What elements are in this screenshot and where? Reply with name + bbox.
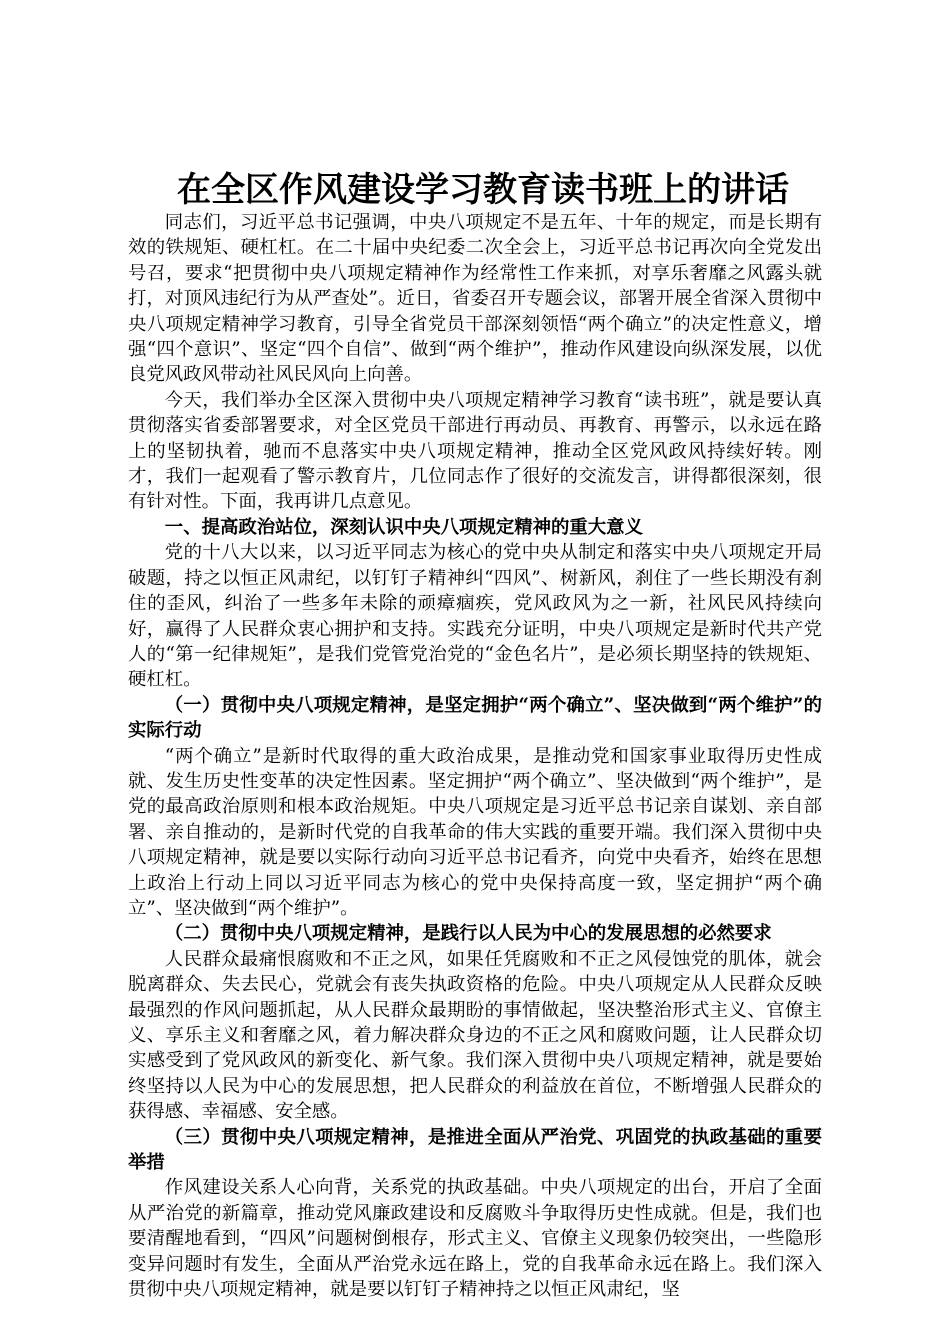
body-paragraph: 今天，我们举办全区深入贯彻中央八项规定精神学习教育“读书班”，就是要认真贯彻落实省委部署要求，对全区党员干部进行再动员、再教育、再警示，以永远在路上的坚韧执着，驰而不息落实中央八项规定精神，推动全区党风政风持续好转。刚才，我们一起观看了警示教育片，几位同志作了很好的交流发言，讲得都很深刻，很有针对性。下面，我再讲几点意见。 — [128, 389, 822, 513]
document-body — [128, 210, 822, 1302]
body-paragraph: 党的十八大以来，以习近平同志为核心的党中央从制定和落实中央八项规定开局破题，持之以恒正风肃纪，以钉钉子精神纠“四风”、树新风，刹住了一些长期没有刹住的歪风，纠治了一些多年未除的顽瘴痼疾，党风政风为之一新，社风民风持续向好，赢得了人民群众衷心拥护和支持。实践充分证明，中央八项规定是新时代共产党人的“第一纪律规矩”，是我们党管党治党的“金色名片”，是必须长期坚持的铁规矩、硬杠杠。 — [128, 542, 822, 691]
section-heading: 一、提高政治站位，深刻认识中央八项规定精神的重大意义 — [164, 516, 643, 538]
document-title: 在全区作风建设学习教育读书班上的讲话 — [177, 170, 789, 210]
body-paragraph: 同志们，习近平总书记强调，中央八项规定不是五年、十年的规定，而是长期有效的铁规矩、硬杠杠。在二十届中央纪委二次全会上，习近平总书记再次向全党发出号召，要求“把贯彻中央八项规定精神作为经常性工作来抓，对享乐奢靡之风露头就打，对顶风违纪行为从严查处”。近日，省委召开专题会议，部署开展全省深入贯彻中央八项规定精神学习教育，引导全省党员干部深刻领悟“两个确立”的决定性意义，增强“四个意识”、坚定“四个自信”、做到“两个维护”，推动作风建设向纵深发展，以优良党风政风带动社风民风向上向善。 — [128, 212, 822, 386]
body-paragraph: 作风建设关系人心向背，关系党的执政基础。中央八项规定的出台，开启了全面从严治党的新篇章，推动党风廉政建设和反腐败斗争取得历史性成就。但是，我们也要清醒地看到，“四风”问题树倒根存，形式主义、官僚主义现象仍较突出，一些隐形变异问题时有发生，全面从严治党永远在路上，党的自我革命永远在路上。我们深入贯彻中央八项规定精神，就是要以钉钉子精神持之以恒正风肃纪，坚 — [128, 1177, 822, 1301]
document-page — [128, 170, 822, 1302]
section-heading: （三）贯彻中央八项规定精神，是推进全面从严治党、巩固党的执政基础的重要举措 — [128, 1126, 822, 1174]
body-paragraph: “两个确立”是新时代取得的重大政治成果，是推动党和国家事业取得历史性成就、发生历史性变革的决定性因素。坚定拥护“两个确立”、坚决做到“两个维护”，是党的最高政治原则和根本政治规矩。中央八项规定是习近平总书记亲自谋划、亲自部署、亲自推动的，是新时代党的自我革命的伟大实践的重要开端。我们深入贯彻中央八项规定精神，就是要以实际行动向习近平总书记看齐，向党中央看齐，始终在思想上政治上行动上同以习近平同志为核心的党中央保持高度一致，坚定拥护“两个确立”、坚决做到“两个维护”。 — [128, 745, 822, 919]
body-paragraph: 人民群众最痛恨腐败和不正之风，如果任凭腐败和不正之风侵蚀党的肌体，就会脱离群众、失去民心，党就会有丧失执政资格的危险。中央八项规定从人民群众反映最强烈的作风问题抓起，从人民群众最期盼的事情做起，坚决整治形式主义、官僚主义、享乐主义和奢靡之风，着力解决群众身边的不正之风和腐败问题，让人民群众切实感受到了党风政风的新变化、新气象。我们深入贯彻中央八项规定精神，就是要始终坚持以人民为中心的发展思想，把人民群众的利益放在首位，不断增强人民群众的获得感、幸福感、安全感。 — [128, 948, 822, 1123]
section-heading: （一）贯彻中央八项规定精神，是坚定拥护“两个确立”、坚决做到“两个维护”的实际行动 — [128, 694, 822, 742]
section-heading: （二）贯彻中央八项规定精神，是践行以人民为中心的发展思想的必然要求 — [164, 923, 772, 945]
